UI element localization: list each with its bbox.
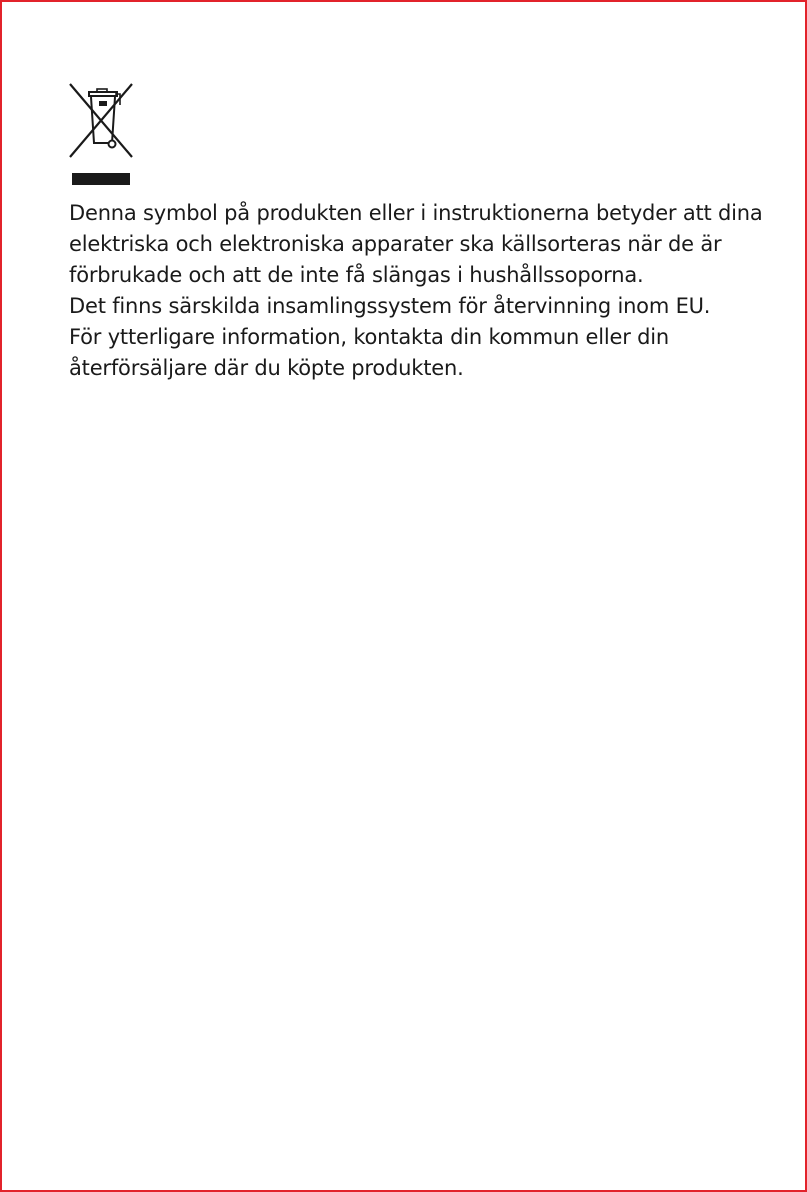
notice-line: Det finns särskilda insamlingssystem för återvinning inom EU. bbox=[69, 294, 711, 318]
notice-line: återförsäljare där du köpte produkten. bbox=[69, 356, 464, 380]
notice-line: elektriska och elektroniska apparater ska källsorteras när de är bbox=[69, 232, 722, 256]
recycling-notice bbox=[69, 198, 769, 384]
notice-line: förbrukade och att de inte få slängas i hushållssoporna. bbox=[69, 263, 644, 287]
notice-line: För ytterligare information, kontakta din kommun eller din bbox=[69, 325, 670, 349]
notice-line: Denna symbol på produkten eller i instruktionerna betyder att dina bbox=[69, 201, 763, 225]
crossed-out-wheelie-bin-icon bbox=[68, 81, 134, 187]
